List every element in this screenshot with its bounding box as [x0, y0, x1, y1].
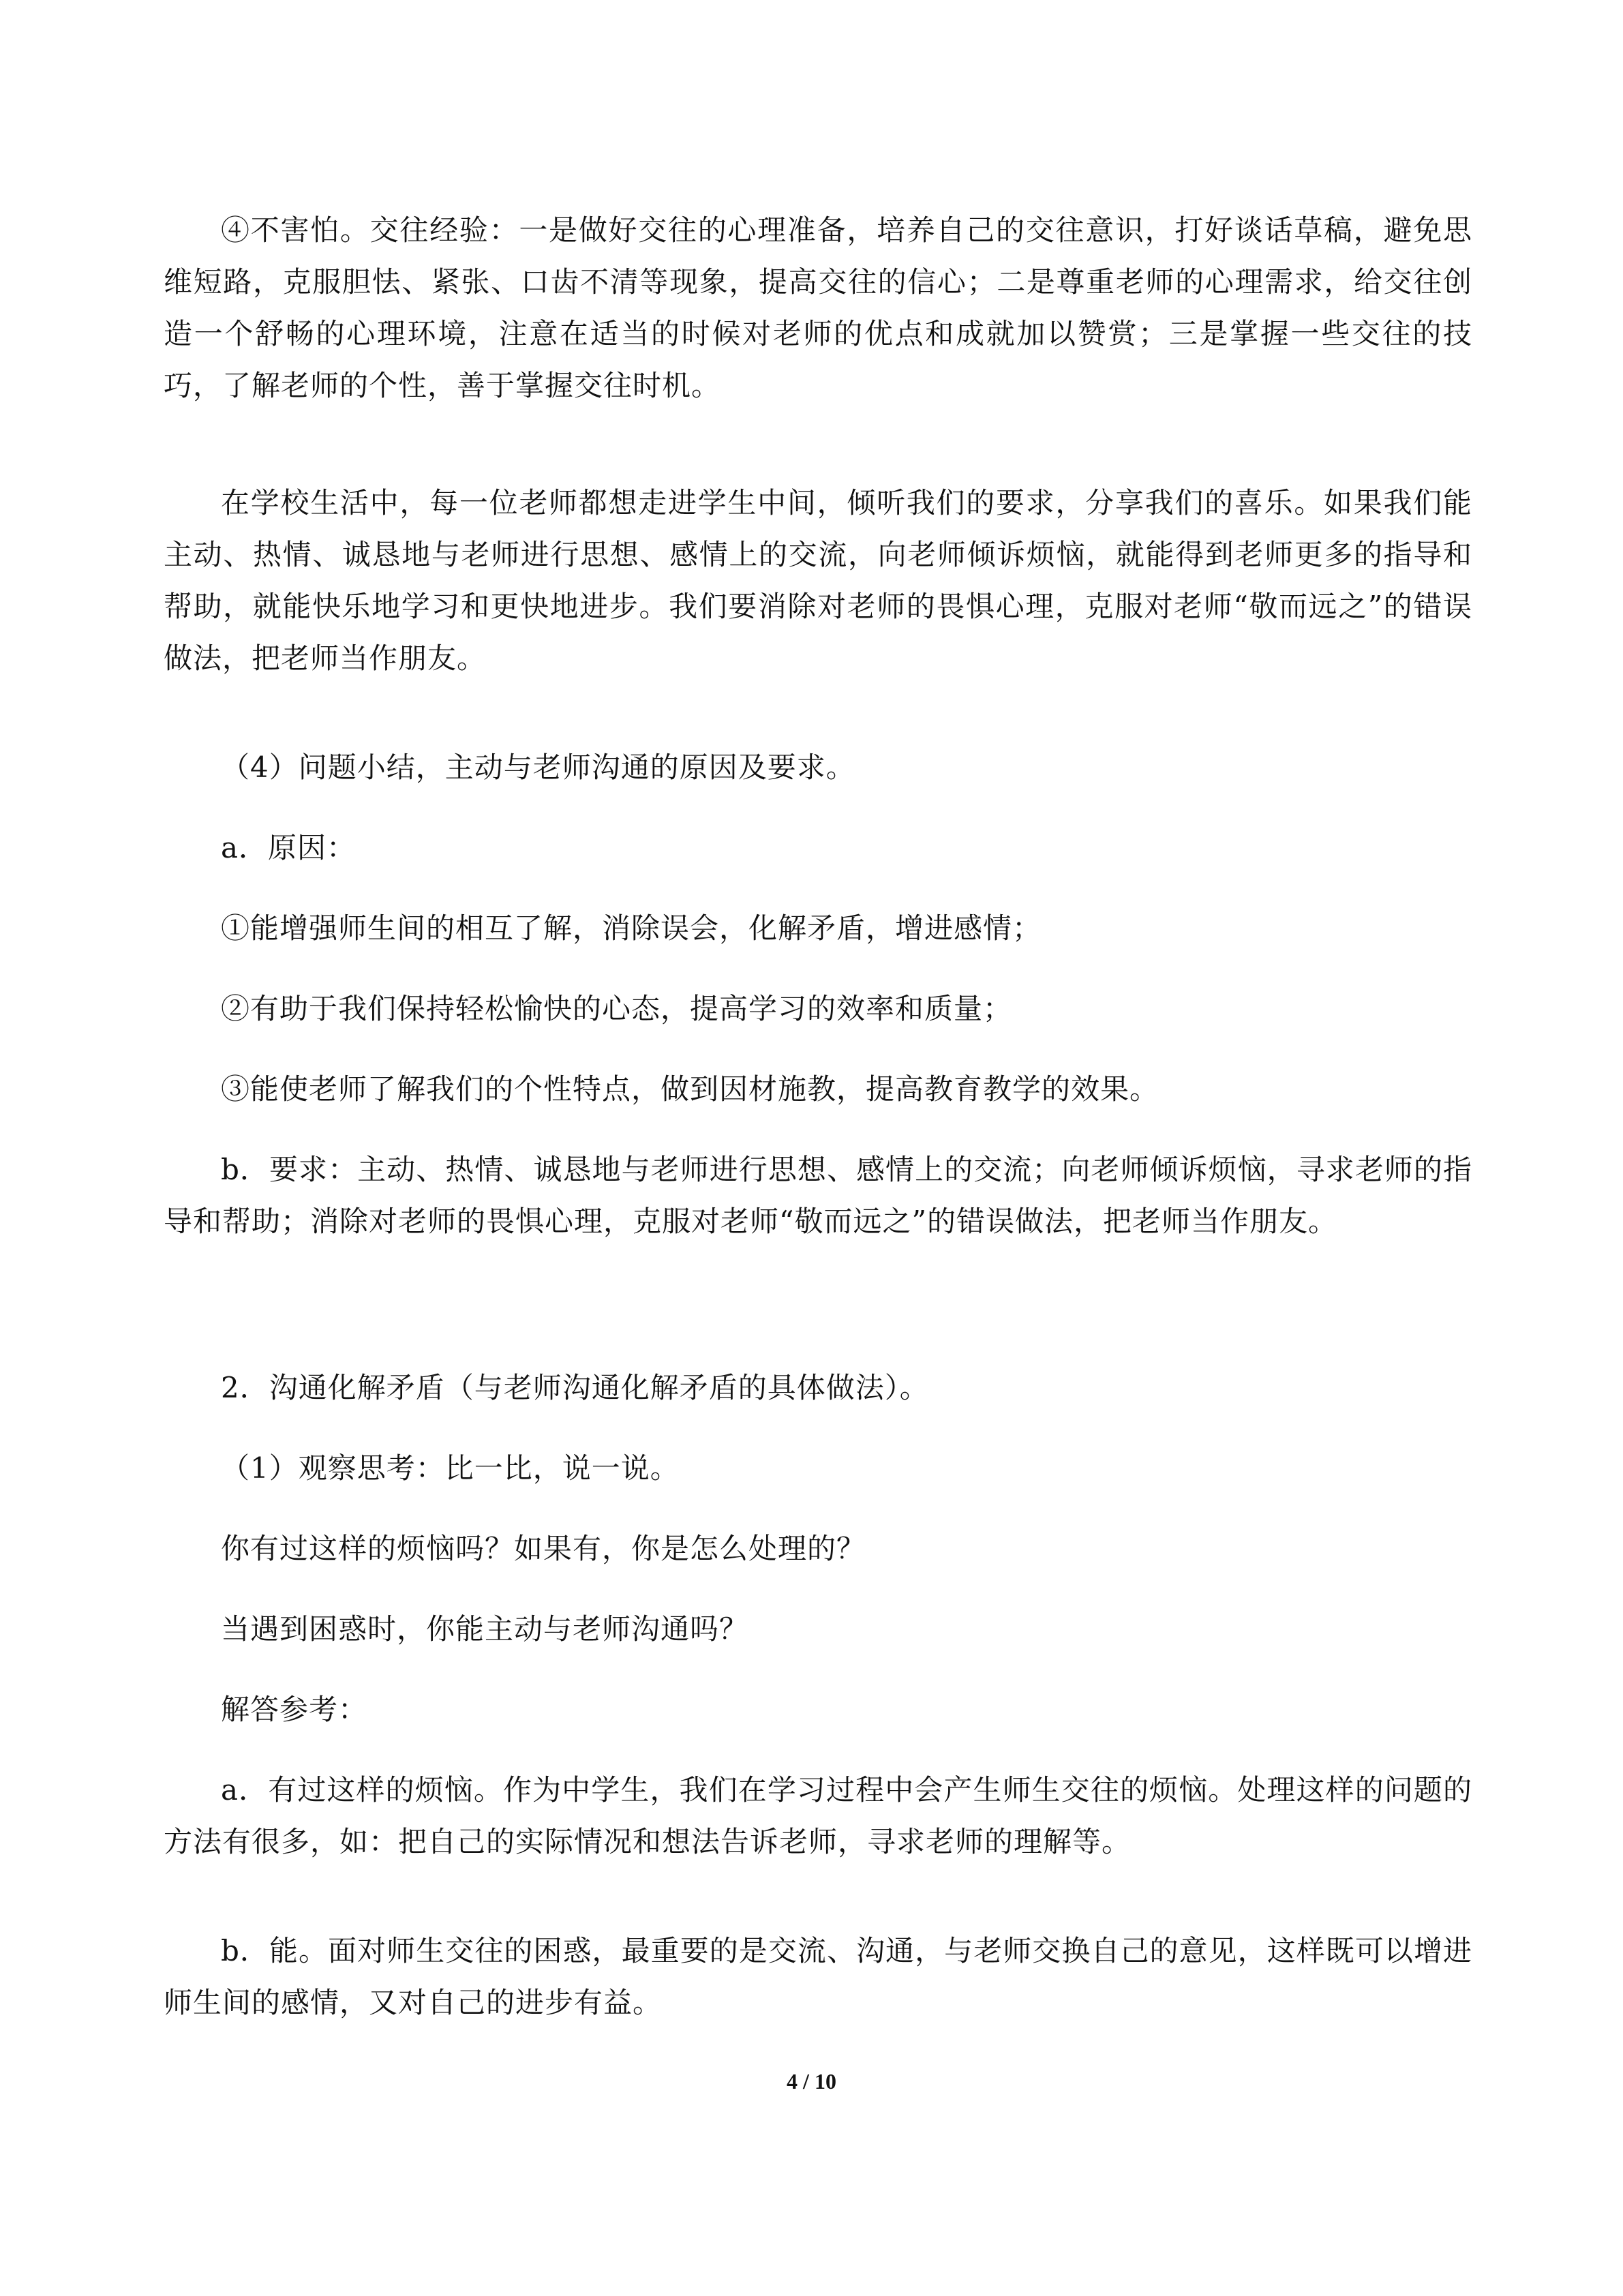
paragraph-question-1: 你有过这样的烦恼吗？如果有，你是怎么处理的？ [221, 1532, 866, 1565]
paragraph-answer-label: 解答参考： [221, 1693, 368, 1726]
paragraph-observe-think: （1）观察思考：比一比，说一说。 [221, 1451, 680, 1485]
paragraph-section-2-heading: 2．沟通化解矛盾（与老师沟通化解矛盾的具体做法）。 [221, 1371, 929, 1404]
paragraph-question-2: 当遇到困惑时，你能主动与老师沟通吗？ [221, 1612, 749, 1646]
paragraph-reason-2: ②有助于我们保持轻松愉快的心态，提高学习的效率和质量； [221, 992, 1013, 1025]
paragraph-reason-3: ③能使老师了解我们的个性特点，做到因材施教，提高教育教学的效果。 [221, 1072, 1159, 1106]
paragraph-reasons-label: a．原因： [221, 831, 357, 864]
paragraph-requirements: b．要求：主动、热情、诚恳地与老师进行思想、感情上的交流；向老师倾诉烦恼，寻求老师的指导和帮助；消除对老师的畏惧心理，克服对老师“敬而远之”的错误做法，把老师当作朋友。 [164, 1153, 1472, 1238]
paragraph-exchange-experience: ④不害怕。交往经验：一是做好交往的心理准备，培养自己的交往意识，打好谈话草稿，避免思维短路，克服胆怯、紧张、口齿不清等现象，提高交往的信心；二是尊重老师的心理需求，给交往创造一个舒畅的心理环境，注意在适当的时候对老师的优点和成就加以赞赏；三是掌握一些交往的技巧，了解老师的个性，善于掌握交往时机。 [164, 213, 1472, 402]
paragraph-answer-a: a．有过这样的烦恼。作为中学生，我们在学习过程中会产生师生交往的烦恼。处理这样的问题的方法有很多，如：把自己的实际情况和想法告诉老师，寻求老师的理解等。 [164, 1773, 1472, 1858]
paragraph-school-life: 在学校生活中，每一位老师都想走进学生中间，倾听我们的要求，分享我们的喜乐。如果我们能主动、热情、诚恳地与老师进行思想、感情上的交流，向老师倾诉烦恼，就能得到老师更多的指导和帮助，就能快乐地学习和更快地进步。我们要消除对老师的畏惧心理，克服对老师“敬而远之”的错误做法，把老师当作朋友。 [164, 486, 1472, 675]
paragraph-summary-heading: （4）问题小结，主动与老师沟通的原因及要求。 [221, 751, 855, 784]
page-number: 4 / 10 [787, 2069, 836, 2094]
paragraph-reason-1: ①能增强师生间的相互了解，消除误会，化解矛盾，增进感情； [221, 911, 1042, 945]
paragraph-answer-b: b．能。面对师生交往的困惑，最重要的是交流、沟通，与老师交换自己的意见，这样既可以增进师生间的感情，又对自己的进步有益。 [164, 1934, 1472, 2019]
